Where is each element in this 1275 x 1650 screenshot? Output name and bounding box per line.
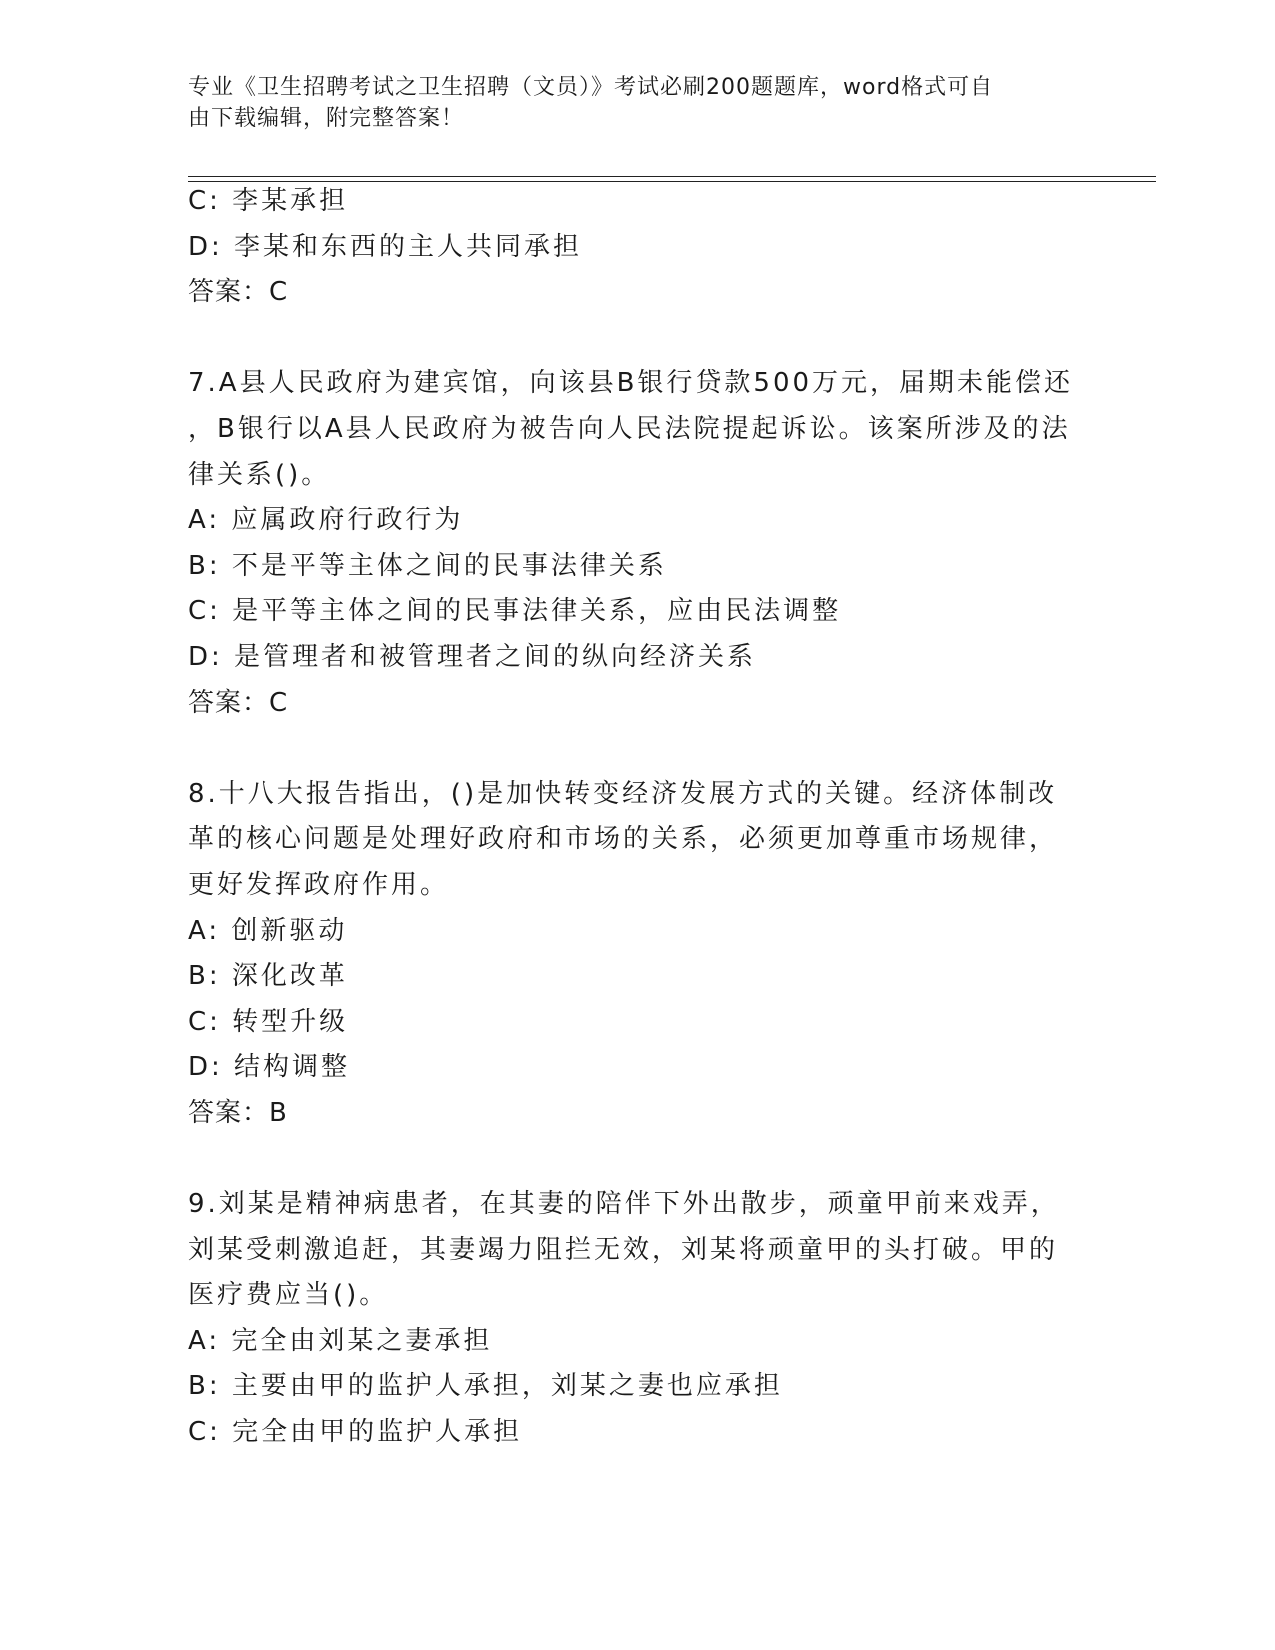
option-d: D: 是管理者和被管理者之间的纵向经济关系	[188, 641, 757, 672]
question-text-line: 刘某受刺激追赶，其妻竭力阻拦无效，刘某将顽童甲的头打破。甲的	[188, 1234, 1059, 1265]
answer-line: 答案：C	[188, 687, 289, 718]
continued-question	[188, 179, 1088, 316]
option-c: C: 李某承担	[188, 186, 349, 216]
option-a: A: 应属政府行政行为	[188, 505, 464, 536]
question-spacer	[188, 316, 1088, 362]
option-c: C: 转型升级	[188, 1006, 349, 1037]
option-b: B: 不是平等主体之间的民事法律关系	[188, 550, 667, 581]
option-a: A: 创新驱动	[188, 915, 348, 946]
question-text-line: ，B银行以A县人民政府为被告向人民法院提起诉讼。该案所涉及的法	[188, 413, 1071, 444]
question-text-line: 更好发挥政府作用。	[188, 869, 450, 900]
question-text-line: 9.刘某是精神病患者，在其妻的陪伴下外出散步，顽童甲前来戏弄，	[188, 1189, 1060, 1220]
option-a: A: 完全由刘某之妻承担	[188, 1325, 493, 1356]
question-text-line: 革的核心问题是处理好政府和市场的关系，必须更加尊重市场规律，	[188, 824, 1059, 855]
answer-line: 答案：C	[188, 277, 289, 308]
question-text-line: 7.A县人民政府为建宾馆，向该县B银行贷款500万元，届期未能偿还	[188, 368, 1074, 399]
question-7	[188, 361, 1088, 726]
question-spacer	[188, 726, 1088, 772]
question-8	[188, 772, 1088, 1137]
header-line-2: 由下载编辑，附完整答案！	[188, 106, 465, 131]
option-c: C: 是平等主体之间的民事法律关系，应由民法调整	[188, 596, 842, 627]
question-text-line: 8.十八大报告指出，()是加快转变经济发展方式的关键。经济体制改	[188, 778, 1058, 809]
question-text-line: 医疗费应当()。	[188, 1280, 389, 1311]
document-header	[188, 72, 1068, 134]
document-body	[188, 179, 1088, 1456]
question-spacer	[188, 1136, 1088, 1182]
header-line-1: 专业《卫生招聘考试之卫生招聘（文员）》考试必刷200题题库，word格式可自	[188, 75, 994, 100]
option-b: B: 主要由甲的监护人承担，刘某之妻也应承担	[188, 1371, 783, 1402]
question-text-line: 律关系()。	[188, 459, 331, 490]
option-d: D: 李某和东西的主人共同承担	[188, 231, 583, 262]
header-divider-top	[188, 176, 1156, 177]
option-b: B: 深化改革	[188, 961, 348, 992]
question-9	[188, 1182, 1088, 1456]
option-c: C: 完全由甲的监护人承担	[188, 1417, 523, 1448]
option-d: D: 结构调整	[188, 1052, 351, 1083]
answer-line: 答案：B	[188, 1097, 288, 1128]
